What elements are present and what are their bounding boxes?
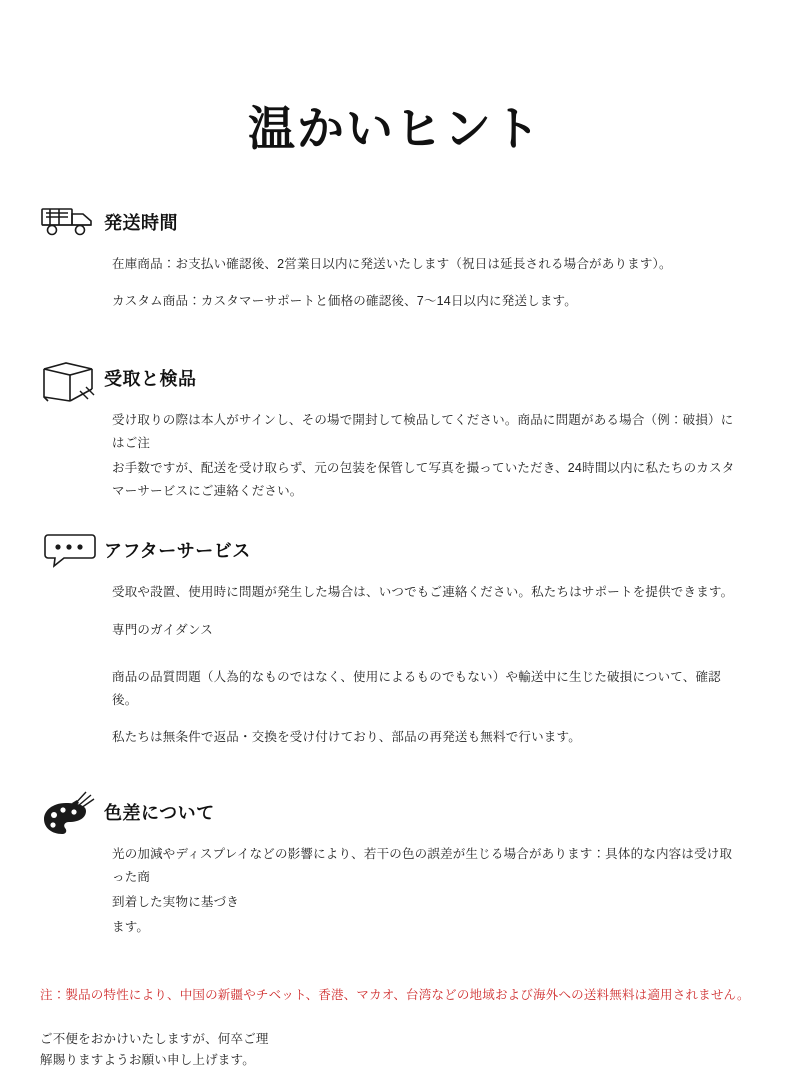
section-header [36,789,754,835]
paint-palette-icon [36,789,104,835]
package-box-icon [36,355,104,401]
section-header [36,355,754,401]
shipping-restriction-note: 注：製品の特性により、中国の新疆やチベット、香港、マカオ、台湾などの地域および海外への送料無料は適用されません。 [40,987,750,1002]
paragraph: お手数ですが、配送を受け取らず、元の包装を保管して写真を撮っていただき、24時間以内に私たちのカスタマーサービスにご連絡ください。 [112,461,735,499]
paragraph: 受け取りの際は本人がサインし、その場で開封して検品してください。商品に問題がある場合（例：破損）にはご注 [112,412,734,451]
paragraph: 光の加減やディスプレイなどの影響により、若干の色の誤差が生じる場合があります：具体的な内容は受け取った商 [112,847,733,885]
paragraph: カスタム商品：カスタマーサポートと価格の確認後、7〜14日以内に発送します。 [112,293,577,308]
apology-line-2: 解賜りますようお願い申し上げます。 [40,1052,255,1067]
section-shipping-time [0,199,790,313]
section-heading: アフターサービス [104,541,251,562]
paragraph: 私たちは無条件で返品・交換を受け付けており、部品の再発送も無料で行います。 [112,729,581,744]
section-color-difference [0,789,790,940]
apology-line-1: ご不便をおかけいたしますが、何卒ご理 [40,1031,269,1046]
paragraph: 到着した実物に基づき [112,895,240,910]
section-receiving-inspection [0,355,790,504]
paragraph: 専門のガイダンス [112,622,213,637]
footer-note-block [0,984,790,1072]
section-heading: 受取と検品 [104,368,197,389]
section-header [36,199,754,245]
section-header [36,527,754,573]
section-heading: 色差について [104,803,215,824]
page-title: 温かいヒント [248,102,542,155]
paragraph: ます。 [112,920,150,935]
speech-bubble-icon [36,527,104,573]
paragraph: 受取や設置、使用時に問題が発生した場合は、いつでもご連絡ください。私たちはサポートを提供できます。 [112,585,734,600]
section-after-sales [0,527,790,749]
paragraph: 商品の品質問題（人為的なものではなく、使用によるものでもない）や輸送中に生じた破損について、確認後。 [112,669,721,707]
truck-icon [36,199,104,245]
paragraph: 在庫商品：お支払い確認後、2営業日以内に発送いたします（祝日は延長される場合があります）。 [112,256,672,271]
section-heading: 発送時間 [104,212,178,233]
